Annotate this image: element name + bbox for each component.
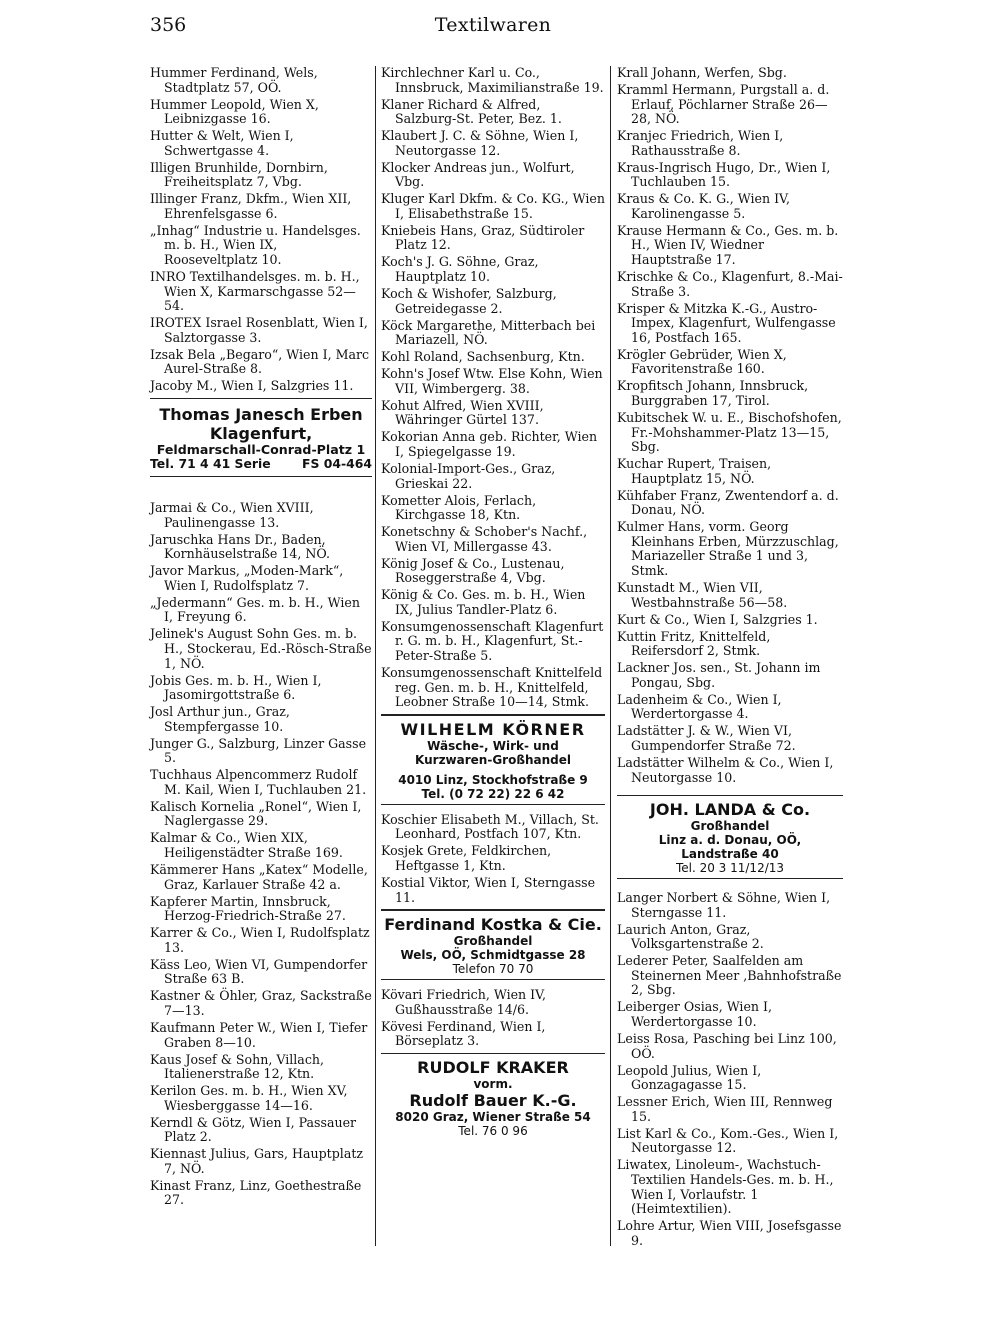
directory-entry: Kinast Franz, Linz, Goethestraße 27. bbox=[150, 1177, 362, 1208]
ad-city: Klagenfurt, bbox=[209, 423, 313, 443]
directory-entry: Jarmai & Co., Wien XVIII, Paulinengasse 13. bbox=[150, 500, 314, 530]
directory-entry: Hutter & Welt, Wien I, Schwertgasse 4. bbox=[150, 128, 294, 158]
ad-street: 4010 Linz, Stockhofstraße 9 bbox=[398, 772, 588, 787]
directory-entry: Ladstätter Wilhelm & Co., Wien I, Neutorgasse 10. bbox=[617, 754, 834, 785]
ad-phone: Tel. 20 3 11/12/13 bbox=[675, 861, 785, 876]
directory-entry: Kluger Karl Dkfm. & Co. KG., Wien I, Elisabethstraße 15. bbox=[381, 191, 605, 221]
ad-line: Großhandel bbox=[453, 934, 533, 949]
ad-line: Wäsche-, Wirk- und bbox=[427, 738, 559, 753]
directory-entry: Karrer & Co., Wien I, Rudolfsplatz 13. bbox=[150, 925, 370, 955]
directory-entry: König Josef & Co., Lustenau, Roseggerstraße 4, Vbg. bbox=[381, 555, 565, 586]
directory-entry: Jacoby M., Wien I, Salzgries 11. bbox=[150, 378, 354, 394]
ad-fs: FS 04-464 bbox=[302, 456, 372, 472]
column-3 bbox=[617, 66, 843, 1251]
entry-list bbox=[150, 66, 372, 394]
directory-entry: Kirchlechner Karl u. Co., Innsbruck, Maximilianstraße 19. bbox=[381, 65, 604, 95]
directory-entry: Krause Hermann & Co., Ges. m. b. H., Wien IV, Wiedner Hauptstraße 17. bbox=[617, 222, 839, 268]
ad-phone: Tel. 71 4 41 Serie bbox=[150, 456, 271, 472]
ad-company-name: Thomas Janesch Erben bbox=[159, 404, 363, 424]
directory-entry: Kniebeis Hans, Graz, Südtiroler Platz 12. bbox=[381, 222, 585, 253]
ad-rudolf-kraker bbox=[381, 1053, 605, 1141]
directory-entry: Izsak Bela „Begaro“, Wien I, Marc Aurel-Straße 8. bbox=[150, 346, 370, 377]
entry-list bbox=[381, 988, 605, 1049]
ad-thomas-janesch bbox=[150, 398, 372, 477]
column-divider bbox=[375, 66, 376, 1246]
entry-list bbox=[381, 66, 605, 710]
ad-phone: Telefon 70 70 bbox=[452, 962, 534, 977]
directory-entry: Kastner & Öhler, Graz, Sackstraße 7—13. bbox=[150, 988, 372, 1018]
directory-entry: Krischke & Co., Klagenfurt, 8.-Mai-Straße 3. bbox=[617, 269, 843, 299]
directory-entry: Kaufmann Peter W., Wien I, Tiefer Graben 8—10. bbox=[150, 1019, 368, 1050]
directory-entry: Klaner Richard & Alfred, Salzburg-St. Peter, Bez. 1. bbox=[381, 96, 562, 127]
directory-entry: Jaruschka Hans Dr., Baden, Kornhäuselstraße 14, NÖ. bbox=[150, 531, 331, 562]
entry-list bbox=[381, 813, 605, 905]
directory-entry: Krall Johann, Werfen, Sbg. bbox=[617, 65, 787, 80]
directory-entry: Javor Markus, „Moden-Mark“, Wien I, Rudolfsplatz 7. bbox=[150, 563, 344, 593]
directory-entry: Konsumgenossenschaft Knittelfeld reg. Gen. m. b. H., Knittelfeld, Leobner Straße 10—14, Stmk. bbox=[381, 664, 603, 710]
directory-entry: Konsumgenossenschaft Klagenfurt r. G. m. b. H., Klagenfurt, St.-Peter-Straße 5. bbox=[381, 618, 604, 663]
column-1 bbox=[150, 66, 372, 1210]
directory-entry: Kosjek Grete, Feldkirchen, Heftgasse 1, Ktn. bbox=[381, 843, 552, 873]
directory-entry: Kerndl & Götz, Wien I, Passauer Platz 2. bbox=[150, 1114, 357, 1145]
ad-street: Wels, OÖ, Schmidtgasse 28 bbox=[400, 948, 586, 963]
page-number: 356 bbox=[150, 14, 187, 36]
directory-entry: Kalmar & Co., Wien XIX, Heiligenstädter Straße 169. bbox=[150, 830, 343, 861]
directory-entry: Klaubert J. C. & Söhne, Wien I, Neutorgasse 12. bbox=[381, 128, 579, 158]
directory-entry: Lohre Artur, Wien VIII, Josefsgasse 9. bbox=[617, 1218, 842, 1248]
directory-entry: Kohn's Josef Wtw. Else Kohn, Wien VII, Wimbergerg. 38. bbox=[381, 366, 603, 396]
directory-entry: Laurich Anton, Graz, Volksgartenstraße 2. bbox=[617, 921, 764, 952]
directory-entry: Kokorian Anna geb. Richter, Wien I, Spiegelgasse 19. bbox=[381, 429, 598, 459]
page-title: Textilwaren bbox=[434, 14, 552, 36]
directory-entry: Junger G., Salzburg, Linzer Gasse 5. bbox=[150, 735, 367, 766]
directory-entry: Kraus & Co. K. G., Wien IV, Karolinengasse 5. bbox=[617, 191, 790, 221]
directory-entry: Hummer Leopold, Wien X, Leibnizgasse 16. bbox=[150, 96, 319, 127]
directory-entry: Kohl Roland, Sachsenburg, Ktn. bbox=[381, 349, 585, 365]
ad-street: 8020 Graz, Wiener Straße 54 bbox=[395, 1109, 591, 1124]
directory-entry: Krögler Gebrüder, Wien X, Favoritenstraße 160. bbox=[617, 346, 787, 377]
directory-entry: Kühfaber Franz, Zwentendorf a. d. Donau, NÖ. bbox=[617, 487, 839, 518]
directory-entry: Kiennast Julius, Gars, Hauptplatz 7, NÖ. bbox=[150, 1146, 364, 1176]
directory-entry: Ladstätter J. & W., Wien VI, Gumpendorfer Straße 72. bbox=[617, 723, 796, 753]
directory-entry: Ladenheim & Co., Wien I, Werdertorgasse 4. bbox=[617, 691, 782, 722]
directory-entry: Kämmerer Hans „Katex“ Modelle, Graz, Karlauer Straße 42 a. bbox=[150, 862, 368, 892]
directory-entry: Kubitschek W. u. E., Bischofshofen, Fr.-Mohshammer-Platz 13—15, Sbg. bbox=[617, 409, 842, 455]
ad-phone: Tel. (0 72 22) 22 6 42 bbox=[421, 786, 565, 801]
directory-entry: Köck Margarethe, Mitterbach bei Mariazell, NÖ. bbox=[381, 317, 596, 348]
directory-entry: Kapferer Martin, Innsbruck, Herzog-Friedrich-Straße 27. bbox=[150, 893, 346, 924]
ad-line: vorm. bbox=[473, 1076, 513, 1091]
directory-entry: Kropfitsch Johann, Innsbruck, Burggraben 17, Tirol. bbox=[617, 378, 809, 408]
directory-entry: Käss Leo, Wien VI, Gumpendorfer Straße 63 B. bbox=[150, 956, 368, 987]
directory-entry: Lessner Erich, Wien III, Rennweg 15. bbox=[617, 1094, 833, 1124]
directory-entry: INRO Textilhandelsges. m. b. H., Wien X, Karmarschgasse 52—54. bbox=[150, 269, 360, 314]
directory-entry: Konetschny & Schober's Nachf., Wien VI, Millergasse 43. bbox=[381, 524, 588, 554]
column-2 bbox=[381, 66, 605, 1149]
directory-entry: Koschier Elisabeth M., Villach, St. Leonhard, Postfach 107, Ktn. bbox=[381, 811, 599, 842]
directory-entry: Kaus Josef & Sohn, Villach, Italienerstraße 12, Ktn. bbox=[150, 1051, 324, 1082]
directory-entry: Kometter Alois, Ferlach, Kirchgasse 18, Ktn. bbox=[381, 492, 537, 523]
directory-entry: IROTEX Israel Rosenblatt, Wien I, Salztorgasse 3. bbox=[150, 315, 368, 345]
directory-entry: List Karl & Co., Kom.-Ges., Wien I, Neutorgasse 12. bbox=[617, 1125, 839, 1156]
directory-entry: König & Co. Ges. m. b. H., Wien IX, Julius Tandler-Platz 6. bbox=[381, 587, 586, 617]
ad-line: Linz a. d. Donau, OÖ, bbox=[658, 833, 802, 848]
directory-entry: Jobis Ges. m. b. H., Wien I, Jasomirgottstraße 6. bbox=[150, 672, 322, 703]
directory-entry: „Inhag“ Industrie u. Handelsges. m. b. H., Wien IX, Rooseveltplatz 10. bbox=[150, 222, 361, 268]
ad-street: Feldmarschall-Conrad-Platz 1 bbox=[156, 441, 366, 457]
ad-ferdinand-kostka bbox=[381, 909, 605, 980]
directory-entry: Josl Arthur jun., Graz, Stempfergasse 10. bbox=[150, 704, 290, 734]
directory-entry: Kalisch Kornelia „Ronel“, Wien I, Naglergasse 29. bbox=[150, 798, 362, 829]
ad-phone: Tel. 76 0 96 bbox=[458, 1123, 528, 1138]
ad-wilhelm-koerner bbox=[381, 714, 605, 805]
directory-entry: Kostial Viktor, Wien I, Sterngasse 11. bbox=[381, 874, 596, 905]
directory-entry: „Jedermann“ Ges. m. b. H., Wien I, Freyung 6. bbox=[150, 594, 360, 625]
directory-entry: Kraus-Ingrisch Hugo, Dr., Wien I, Tuchlauben 15. bbox=[617, 159, 831, 190]
ad-company-name: WILHELM KÖRNER bbox=[400, 719, 586, 739]
directory-entry: Kunstadt M., Wien VII, Westbahnstraße 56—58. bbox=[617, 580, 788, 610]
directory-entry: Illinger Franz, Dkfm., Wien XII, Ehrenfelsgasse 6. bbox=[150, 191, 352, 221]
entry-list bbox=[617, 66, 843, 785]
directory-entry: Kuttin Fritz, Knittelfeld, Reifersdorf 2, Stmk. bbox=[617, 628, 771, 659]
directory-entry: Krisper & Mitzka K.-G., Austro-Impex, Klagenfurt, Wulfengasse 16, Postfach 165. bbox=[617, 300, 836, 345]
directory-entry: Kramml Hermann, Purgstall a. d. Erlauf, Pöchlarner Straße 26—28, NÖ. bbox=[617, 81, 830, 127]
ad-contact-line bbox=[150, 457, 372, 472]
directory-entry: Kolonial-Import-Ges., Graz, Grieskai 22. bbox=[381, 460, 556, 491]
directory-entry: Kranjec Friedrich, Wien I, Rathausstraße 8. bbox=[617, 128, 784, 158]
directory-entry: Leiberger Osias, Wien I, Werdertorgasse 10. bbox=[617, 999, 773, 1030]
directory-entry: Lackner Jos. sen., St. Johann im Pongau, Sbg. bbox=[617, 660, 821, 690]
directory-entry: Illigen Brunhilde, Dornbirn, Freiheitsplatz 7, Vbg. bbox=[150, 159, 328, 190]
ad-company-name: RUDOLF KRAKER bbox=[417, 1057, 569, 1077]
entry-list bbox=[150, 501, 372, 1208]
ad-line: Großhandel bbox=[690, 819, 770, 834]
ad-line: Rudolf Bauer K.-G. bbox=[409, 1090, 577, 1110]
directory-entry: Kövesi Ferdinand, Wien I, Börseplatz 3. bbox=[381, 1018, 546, 1049]
directory-entry: Hummer Ferdinand, Wels, Stadtplatz 57, OÖ. bbox=[150, 65, 318, 95]
directory-entry: Lederer Peter, Saalfelden am Steinernen Meer ,Bahnhofstraße 2, Sbg. bbox=[617, 953, 842, 998]
directory-entry: Leiss Rosa, Pasching bei Linz 100, OÖ. bbox=[617, 1031, 837, 1061]
ad-joh-landa bbox=[617, 795, 843, 879]
directory-entry: Klocker Andreas jun., Wolfurt, Vbg. bbox=[381, 159, 575, 190]
directory-entry: Kövari Friedrich, Wien IV, Gußhausstraße 14/6. bbox=[381, 987, 547, 1017]
ad-line: Kurzwaren-Großhandel bbox=[415, 752, 571, 767]
ad-street: Landstraße 40 bbox=[681, 847, 779, 862]
directory-entry: Langer Norbert & Söhne, Wien I, Sterngasse 11. bbox=[617, 890, 831, 920]
ad-company-name: JOH. LANDA & Co. bbox=[649, 800, 811, 820]
directory-entry: Kohut Alfred, Wien XVIII, Währinger Gürtel 137. bbox=[381, 397, 544, 428]
directory-entry: Jelinek's August Sohn Ges. m. b. H., Stockerau, Ed.-Rösch-Straße 1, NÖ. bbox=[150, 626, 372, 671]
directory-entry: Kuchar Rupert, Traisen, Hauptplatz 15, NÖ. bbox=[617, 456, 772, 486]
directory-entry: Kulmer Hans, vorm. Georg Kleinhans Erben, Mürzzuschlag, Mariazeller Straße 1 und 3, Stmk. bbox=[617, 519, 839, 579]
entry-list bbox=[617, 891, 843, 1248]
column-divider bbox=[610, 66, 611, 1246]
directory-entry: Leopold Julius, Wien I, Gonzagagasse 15. bbox=[617, 1062, 762, 1093]
directory-entry: Koch & Wishofer, Salzburg, Getreidegasse 2. bbox=[381, 286, 557, 316]
directory-entry: Tuchhaus Alpencommerz Rudolf M. Kail, Wien I, Tuchlauben 21. bbox=[150, 767, 367, 797]
directory-entry: Kerilon Ges. m. b. H., Wien XV, Wiesberggasse 14—16. bbox=[150, 1083, 348, 1113]
directory-entry: Liwatex, Linoleum-, Wachstuch-Textilien Handels-Ges. m. b. H., Wien I, Vorlaufstr. 1 (Heimtextilien). bbox=[617, 1157, 834, 1217]
directory-entry: Kurt & Co., Wien I, Salzgries 1. bbox=[617, 611, 818, 627]
ad-company-name: Ferdinand Kostka & Cie. bbox=[384, 915, 602, 935]
directory-entry: Koch's J. G. Söhne, Graz, Hauptplatz 10. bbox=[381, 254, 539, 285]
